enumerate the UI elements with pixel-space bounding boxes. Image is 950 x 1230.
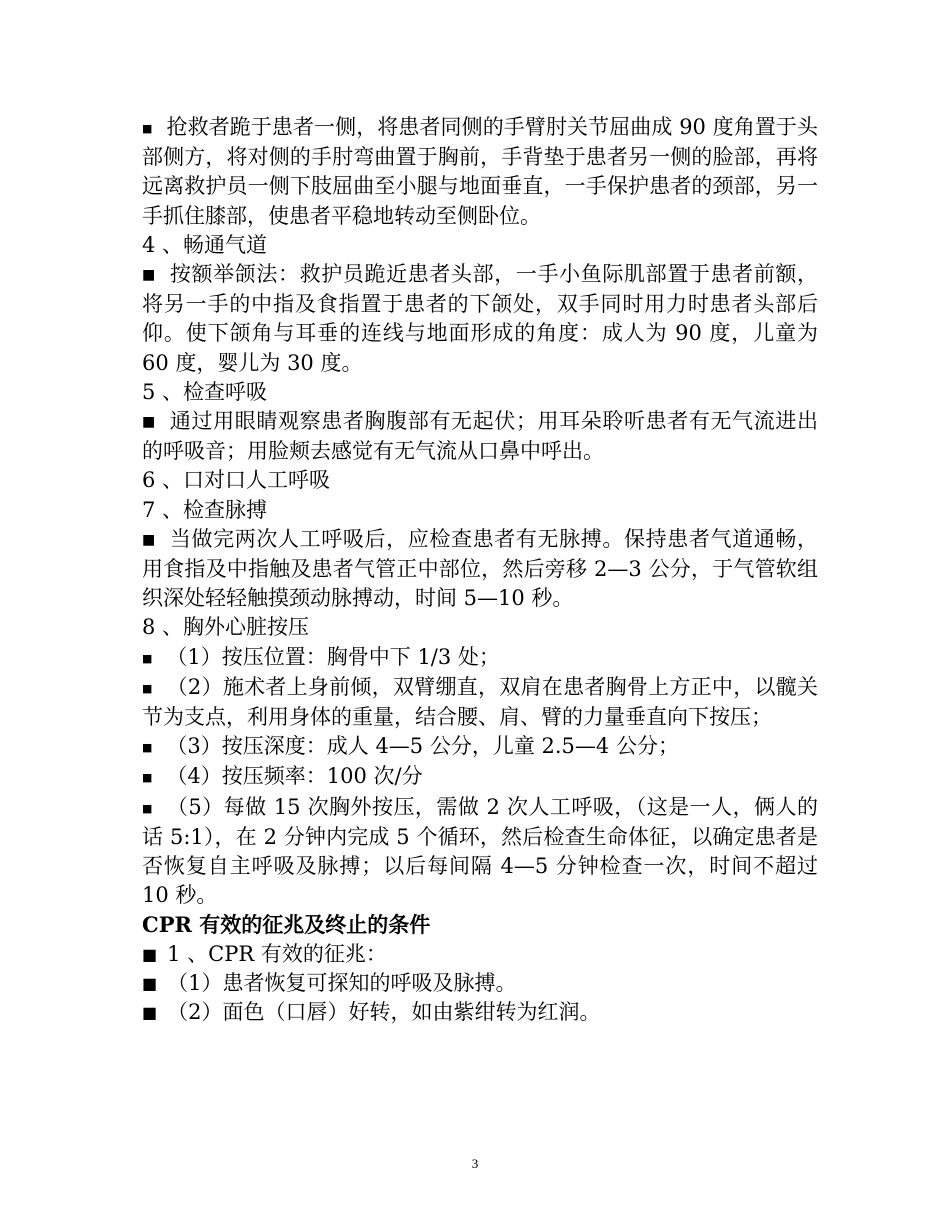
paragraph-text: 5 、检查呼吸 bbox=[142, 379, 268, 404]
paragraph-text: （5）每做 15 次胸外按压，需做 2 次人工呼吸，（这是一人，俩人的话 5:1），在 2 分钟内完成 5 个循环，然后检查生命体征，以确定患者是否恢复自主呼吸及脉搏；以后每间隔 4—5 分钟检查一次，时间不超过 10 秒。 bbox=[142, 794, 818, 908]
bullet-paragraph bbox=[142, 260, 818, 378]
square-bullet-icon: ■ bbox=[142, 1003, 158, 1023]
paragraph-text: 7 、检查脉搏 bbox=[142, 497, 268, 522]
paragraph-text: 通过用眼睛观察患者胸腹部有无起伏；用耳朵聆听患者有无气流进出的呼吸音；用脸颊去感觉有无气流从口鼻中呼出。 bbox=[142, 409, 818, 464]
paragraph-text: （2）施术者上身前倾，双臂绷直，双肩在患者胸骨上方正中，以髋关节为支点，利用身体的重量，结合腰、肩、臂的力量垂直向下按压； bbox=[142, 674, 818, 730]
paragraph-text: 当做完两次人工呼吸后，应检查患者有无脉搏。保持患者气道通畅，用食指及中指触及患者气管正中部位，然后旁移 2—3 公分，于气管软组织深处轻轻触摸颈动脉搏动，时间 5—10 秒。 bbox=[142, 526, 818, 611]
square-bullet-icon: ■ bbox=[142, 801, 153, 815]
paragraph-text: 6 、口对口人工呼吸 bbox=[142, 468, 331, 493]
section-heading bbox=[142, 466, 818, 495]
square-bullet-icon: ■ bbox=[142, 414, 156, 431]
document-body bbox=[142, 113, 818, 1027]
page-number: 3 bbox=[471, 1156, 479, 1171]
paragraph-text: （2）面色（口唇）好转，如由紫绀转为红润。 bbox=[167, 1000, 601, 1025]
paragraph-text: 按额举颌法：救护员跪近患者头部，一手小鱼际肌部置于患者前额，将另一手的中指及食指置于患者的下颌处，双手同时用力时患者头部后仰。使下颌角与耳垂的连线与地面形成的角度：成人为 90 度，儿童为 60 度，婴儿为 30 度。 bbox=[142, 262, 818, 375]
square-bullet-icon: ■ bbox=[142, 651, 153, 665]
bullet-paragraph bbox=[142, 113, 818, 231]
section-heading bbox=[142, 231, 818, 260]
paragraph-text: （1）按压位置：胸骨中下 1/3 处； bbox=[166, 644, 500, 669]
bullet-paragraph bbox=[142, 998, 818, 1027]
square-bullet-icon: ■ bbox=[142, 771, 153, 785]
square-bullet-icon: ■ bbox=[142, 531, 156, 548]
section-heading bbox=[142, 378, 818, 407]
paragraph-text: 1 、CPR 有效的征兆： bbox=[167, 941, 387, 966]
bullet-paragraph bbox=[142, 643, 818, 673]
paragraph-text: CPR 有效的征兆及终止的条件 bbox=[142, 912, 431, 938]
paragraph-text: 抢救者跪于患者一侧，将患者同侧的手臂肘关节屈曲成 90 度角置于头部侧方，将对侧的手肘弯曲置于胸前，手背垫于患者另一侧的脸部，再将远离救护员一侧下肢屈曲至小腿与地面垂直，一手保护患者的颈部，另一手抓住膝部，使患者平稳地转动至侧卧位。 bbox=[142, 115, 818, 228]
bullet-paragraph bbox=[142, 525, 818, 614]
bold-section-heading bbox=[142, 910, 818, 939]
bullet-paragraph bbox=[142, 407, 818, 466]
square-bullet-icon: ■ bbox=[142, 741, 153, 755]
bullet-paragraph bbox=[142, 940, 818, 969]
paragraph-text: （3）按压深度：成人 4—5 公分，儿童 2.5—4 公分； bbox=[166, 734, 679, 759]
section-heading bbox=[142, 613, 818, 642]
square-bullet-icon: ■ bbox=[142, 122, 153, 135]
paragraph-text: （4）按压频率：100 次/分 bbox=[166, 764, 423, 789]
bullet-paragraph bbox=[142, 762, 818, 792]
paragraph-text: （1）患者恢复可探知的呼吸及脉搏。 bbox=[167, 970, 517, 995]
square-bullet-icon: ■ bbox=[142, 681, 153, 695]
square-bullet-icon: ■ bbox=[142, 973, 158, 993]
section-heading bbox=[142, 496, 818, 525]
bullet-paragraph bbox=[142, 793, 818, 911]
bullet-paragraph bbox=[142, 969, 818, 998]
bullet-paragraph bbox=[142, 673, 818, 732]
paragraph-text: 8 、胸外心脏按压 bbox=[142, 615, 310, 640]
square-bullet-icon: ■ bbox=[142, 267, 156, 284]
paragraph-text: 4 、畅通气道 bbox=[142, 232, 268, 257]
bullet-paragraph bbox=[142, 732, 818, 762]
square-bullet-icon: ■ bbox=[142, 944, 158, 964]
